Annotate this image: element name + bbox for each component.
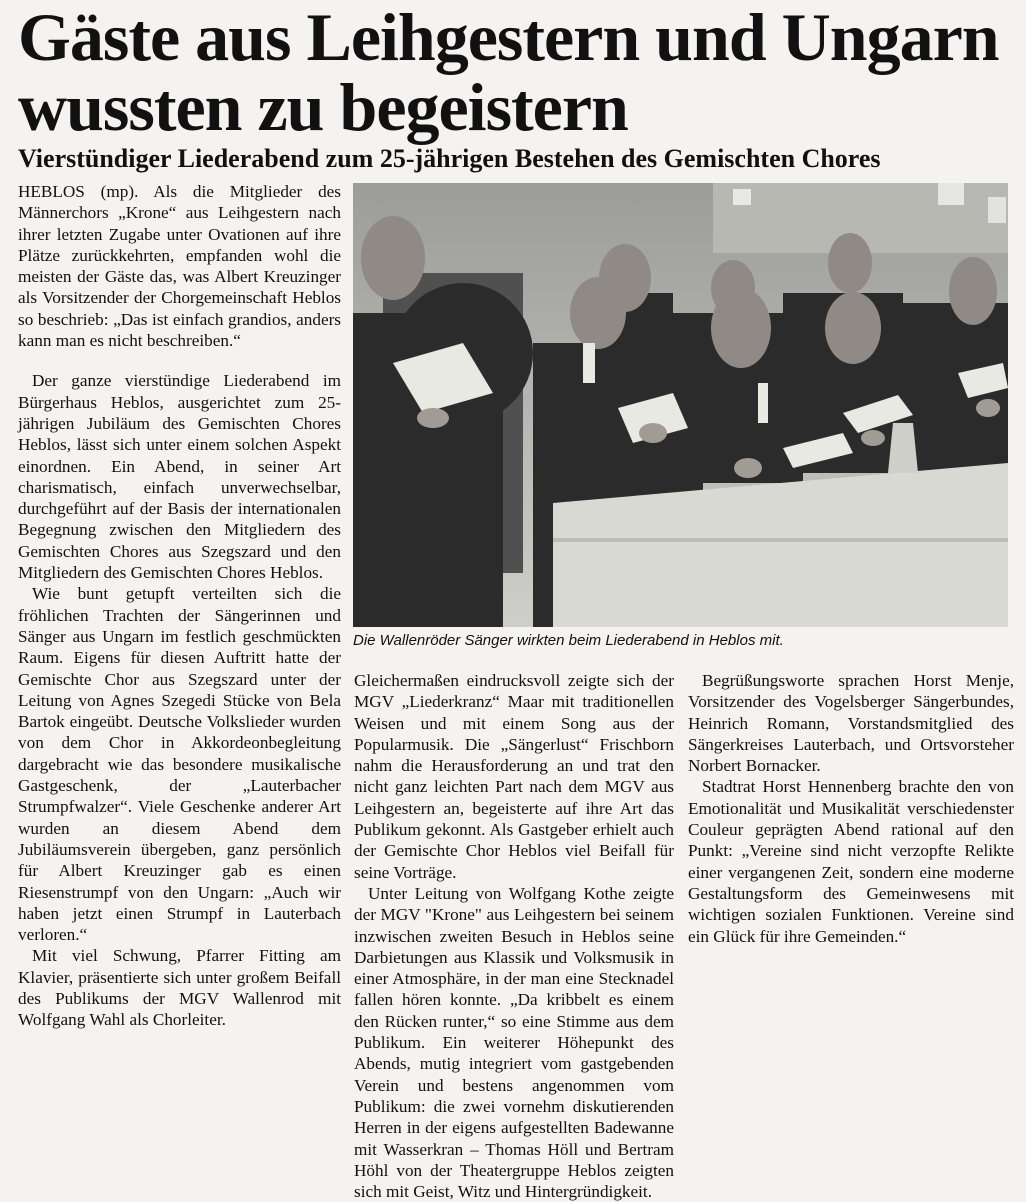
- photo-caption: Die Wallenröder Sänger wirkten beim Liederabend in Heblos mit.: [353, 632, 784, 649]
- paragraph: Unter Leitung von Wolfgang Kothe zeigte der MGV "Krone" aus Leihgestern bei seinem inzwischen zweiten Besuch in Heblos seine Darbietungen aus Klassik und Volksmusik in einer Atmosphäre, in der man eine Stecknadel fallen hören konnte. „Da kribbelt es einem den Rücken runter,“ so eine Stimme aus dem Publikum. Ein weiterer Höhepunkt des Abends, mutig integriert vom gastgebenden Verein und bestens angenommen vom Publikum: die zwei vornehm diskutierenden Herren in der eigens aufgestellten Badewanne mit Wasserkran – Thomas Höll und Bertram Höhl von der Theatergruppe Heblos zeigten sich mit Geist, Witz und Hintergründigkeit.: [354, 883, 674, 1202]
- paragraph: Gleichermaßen eindrucksvoll zeigte sich der MGV „Liederkranz“ Maar mit traditionellen Weisen und mit einem Song aus der Popularmusik. Die „Sängerlust“ Frischborn nahm die Herausforderung an und trat den nicht ganz leichten Part nach dem MGV aus Leihgestern an, begeisterte auf ihre Art das Publikum gekonnt. Als Gastgeber erhielt auch der Gemischte Chor Heblos viel Beifall für seine Vorträge.: [354, 671, 674, 882]
- paragraph: Wie bunt getupft verteilten sich die fröhlichen Trachten der Sängerinnen und Sänger aus Ungarn im festlich geschmückten Raum. Eigens für diesen Auftritt hatte der Gemischte Chor aus Szegszard unter der Leitung von Agnes Szegedi Stücke von Bela Bartok eingeübt. Deutsche Volkslieder wurden von dem Chor in Akkordeonbegleitung dargebracht wie das besondere musikalische Gastgeschenk, der „Lauterbacher Strumpfwalzer“. Viele Geschenke anderer Art wurden an diesem Abend dem Jubiläumsverein übergeben, ganz persönlich für Albert Kreuzinger gab es einen Riesenstrumpf von den Ungarn: „Auch wir haben jetzt einen Strumpf in Lauterbach verloren.“: [18, 584, 341, 945]
- paragraph: Begrüßungsworte sprachen Horst Menje, Vorsitzender des Vogelsberger Sängerbundes, Heinrich Romann, Vorstandsmitglied des Sängerkreises Lauterbach, und Ortsvorsteher Norbert Bornacker.: [688, 671, 1014, 776]
- column-2: [354, 670, 674, 1202]
- paragraph: Der ganze vierstündige Liederabend im Bürgerhaus Heblos, ausgerichtet zum 25-jährigen Jubiläum des Gemischten Chores Heblos, lässt sich unter einem solchen Aspekt einordnen. Ein Abend, in seiner Art charismatisch, einfach unverwechselbar, durchgeführt auf der Basis der internationalen Begegnung zwischen den Mitgliedern des Gemischten Chores aus Szegszard und den Mitgliedern des Gemischten Chores Heblos.: [18, 371, 341, 583]
- paragraph-intro: HEBLOS (mp). Als die Mitglieder des Männerchors „Krone“ aus Leihgestern nach ihrer letzten Zugabe unter Ovationen auf ihre Plätze zurückkehrten, empfanden wohl die meisten der Gäste das, was Albert Kreuzinger als Vorsitzender der Chorgemeinschaft Heblos so beschrieb: „Das ist einfach grandios, anders kann man es nicht beschreiben.“: [18, 182, 341, 351]
- headline: Gäste aus Leihgestern und Ungarn wussten zu begeistern: [18, 0, 999, 145]
- paragraph: Stadtrat Horst Hennenberg brachte den von Emotionalität und Musikalität verschiedenster Couleur geprägten Abend rational auf den Punkt: „Vereine sind nicht verzopfte Relikte einer vergangenen Zeit, sondern eine moderne Gestaltungsform des Gemeinwesens mit wichtigen sozialen Funktionen. Vereine sind ein Glück für ihre Gemeinden.“: [688, 777, 1014, 946]
- column-3: [688, 670, 1014, 947]
- choir-photo-image: [353, 183, 1008, 627]
- subheadline: Vierstündiger Liederabend zum 25-jährigen Bestehen des Gemischten Chores: [18, 144, 881, 173]
- column-1: [18, 181, 341, 1031]
- paragraph: Mit viel Schwung, Pfarrer Fitting am Klavier, präsentierte sich unter großem Beifall des Publikums der MGV Wallenrod mit Wolfgang Wahl als Chorleiter.: [18, 946, 341, 1030]
- choir-photo: [353, 183, 1008, 627]
